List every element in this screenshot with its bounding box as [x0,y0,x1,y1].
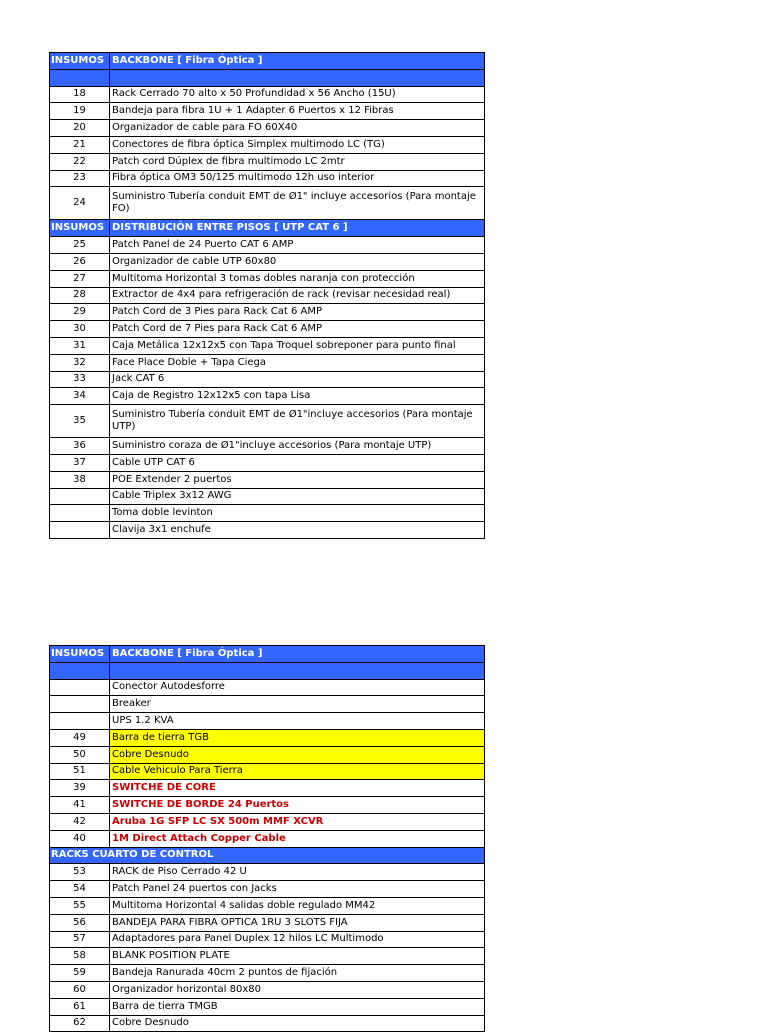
item-number-cell[interactable]: 36 [50,438,110,455]
item-description-cell[interactable]: Fibra óptica OM3 50/125 multimodo 12h uso interior [110,170,485,187]
table-row [50,405,485,438]
header-cell-backbone[interactable]: BACKBONE [ Fibra Óptica ] [110,646,485,663]
item-description-cell[interactable]: Conector Autodesforre [110,679,485,696]
item-description-cell[interactable]: Barra de tierra TGB [110,729,485,746]
item-description-cell[interactable]: Rack Cerrado 70 alto x 50 Profundidad x 56 Ancho (15U) [110,86,485,103]
item-number-cell[interactable] [50,679,110,696]
item-number-cell[interactable]: 21 [50,136,110,153]
item-number-cell[interactable]: 30 [50,321,110,338]
item-number-cell[interactable]: 19 [50,103,110,120]
table-row [50,897,485,914]
item-number-cell[interactable]: 42 [50,813,110,830]
item-number-cell[interactable]: 53 [50,864,110,881]
table-row [50,153,485,170]
table-row [50,120,485,137]
item-description-cell[interactable]: Face Place Doble + Tapa Ciega [110,354,485,371]
blank-cell[interactable] [110,69,485,86]
table-header-row [50,53,485,70]
header-cell-insumos[interactable]: INSUMOS [50,646,110,663]
table-row [50,454,485,471]
item-description-cell[interactable]: POE Extender 2 puertos [110,471,485,488]
header-cell-backbone[interactable]: BACKBONE [ Fibra Óptica ] [110,53,485,70]
item-description-cell[interactable]: Multitoma Horizontal 3 tomas dobles naranja con protección [110,270,485,287]
item-number-cell[interactable]: 50 [50,746,110,763]
item-description-cell[interactable]: Patch Panel de 24 Puerto CAT 6 AMP [110,237,485,254]
table-row [50,270,485,287]
item-description-cell[interactable]: Jack CAT 6 [110,371,485,388]
table-row [50,337,485,354]
table-header-blank-row [50,662,485,679]
item-number-cell[interactable]: 32 [50,354,110,371]
item-number-cell[interactable]: 29 [50,304,110,321]
item-number-cell[interactable]: 55 [50,897,110,914]
item-number-cell[interactable]: 24 [50,187,110,220]
table-row [50,136,485,153]
item-description-cell[interactable]: Patch Cord de 3 Pies para Rack Cat 6 AMP [110,304,485,321]
table-row [50,713,485,730]
item-description-cell[interactable]: Extractor de 4x4 para refrigeración de rack (revisar necesidad real) [110,287,485,304]
table-row [50,187,485,220]
item-number-cell[interactable]: 40 [50,830,110,847]
item-number-cell[interactable]: 35 [50,405,110,438]
item-description-cell[interactable]: Adaptadores para Panel Duplex 12 hilos LC Multimodo [110,931,485,948]
item-description-cell[interactable]: Suministro coraza de Ø1"incluye accesorios (Para montaje UTP) [110,438,485,455]
header-cell-insumos[interactable]: INSUMOS [50,53,110,70]
item-description-cell[interactable]: Caja de Registro 12x12x5 con tapa Lisa [110,388,485,405]
table-row [50,981,485,998]
item-description-cell[interactable]: Toma doble levinton [110,505,485,522]
table-row-emphasized [50,780,485,797]
item-description-cell[interactable]: Patch cord Dúplex de fibra multimodo LC 2mtr [110,153,485,170]
table-row [50,253,485,270]
blank-cell[interactable] [50,662,110,679]
item-description-cell[interactable]: Suministro Tubería conduit EMT de Ø1"incluye accesorios (Para montaje UTP) [110,405,485,438]
item-description-cell[interactable]: BLANK POSITION PLATE [110,948,485,965]
section-cell-distribucion[interactable]: DISTRIBUCIÓN ENTRE PISOS [ UTP CAT 6 ] [110,220,485,237]
item-description-cell[interactable]: Breaker [110,696,485,713]
item-description-cell[interactable]: SWITCHE DE BORDE 24 Puertos [110,797,485,814]
table-row [50,371,485,388]
table-row [50,438,485,455]
item-description-cell[interactable]: Suministro Tubería conduit EMT de Ø1" incluye accesorios (Para montaje FO) [110,187,485,220]
item-description-cell[interactable]: Cobre Desnudo [110,746,485,763]
table-header-blank-row [50,69,485,86]
table-row-emphasized [50,830,485,847]
item-description-cell[interactable]: Organizador de cable para FO 60X40 [110,120,485,137]
table-row [50,965,485,982]
item-description-cell[interactable]: Multitoma Horizontal 4 salidas doble regulado MM42 [110,897,485,914]
insumos-table-1 [49,52,485,539]
item-description-cell[interactable]: Caja Metálica 12x12x5 con Tapa Troquel sobreponer para punto final [110,337,485,354]
table-row [50,522,485,539]
table-row [50,931,485,948]
section-header-row [50,847,485,864]
table-row [50,696,485,713]
section-cell-racks[interactable]: RACKS CUARTO DE CONTROL [50,847,485,864]
item-number-cell[interactable]: 60 [50,981,110,998]
table-row [50,679,485,696]
item-description-cell[interactable]: Conectores de fibra óptica Simplex multimodo LC (TG) [110,136,485,153]
table-row [50,948,485,965]
table-row-highlighted [50,729,485,746]
item-number-cell[interactable]: 61 [50,998,110,1015]
table-row [50,321,485,338]
table-row [50,388,485,405]
item-number-cell[interactable]: 31 [50,337,110,354]
table-row-emphasized [50,797,485,814]
item-number-cell[interactable]: 25 [50,237,110,254]
item-number-cell[interactable]: 22 [50,153,110,170]
table-row [50,237,485,254]
item-number-cell[interactable] [50,505,110,522]
table-row [50,881,485,898]
item-number-cell[interactable]: 62 [50,1015,110,1032]
item-description-cell[interactable]: UPS 1.2 KVA [110,713,485,730]
item-number-cell[interactable]: 56 [50,914,110,931]
item-description-cell[interactable]: Cable Vehiculo Para Tierra [110,763,485,780]
item-description-cell[interactable]: 1M Direct Attach Copper Cable [110,830,485,847]
table-row [50,998,485,1015]
item-number-cell[interactable] [50,713,110,730]
table-row [50,304,485,321]
item-description-cell[interactable]: Patch Panel 24 puertos con Jacks [110,881,485,898]
table-row [50,1015,485,1032]
item-description-cell[interactable]: Organizador de cable UTP 60x80 [110,253,485,270]
item-number-cell[interactable]: 41 [50,797,110,814]
item-number-cell[interactable]: 28 [50,287,110,304]
blank-cell[interactable] [110,662,485,679]
table-row [50,170,485,187]
item-description-cell[interactable]: Barra de tierra TMGB [110,998,485,1015]
item-description-cell[interactable]: Bandeja Ranurada 40cm 2 puntos de fijación [110,965,485,982]
item-description-cell[interactable]: Bandeja para fibra 1U + 1 Adapter 6 Puertos x 12 Fibras [110,103,485,120]
item-number-cell[interactable]: 27 [50,270,110,287]
table-row [50,86,485,103]
item-number-cell[interactable] [50,696,110,713]
item-number-cell[interactable]: 39 [50,780,110,797]
item-number-cell[interactable]: 49 [50,729,110,746]
table-row [50,471,485,488]
table-row [50,103,485,120]
item-description-cell[interactable]: Aruba 1G SFP LC SX 500m MMF XCVR [110,813,485,830]
item-number-cell[interactable]: 23 [50,170,110,187]
table-row [50,488,485,505]
item-number-cell[interactable]: 26 [50,253,110,270]
item-description-cell[interactable]: Cable Triplex 3x12 AWG [110,488,485,505]
section-cell-insumos[interactable]: INSUMOS [50,220,110,237]
item-number-cell[interactable]: 38 [50,471,110,488]
item-number-cell[interactable]: 59 [50,965,110,982]
table-row-emphasized [50,813,485,830]
insumos-table-2 [49,645,485,1032]
item-description-cell[interactable]: RACK de Piso Cerrado 42 U [110,864,485,881]
table-row-highlighted [50,763,485,780]
item-number-cell[interactable]: 58 [50,948,110,965]
item-number-cell[interactable] [50,522,110,539]
table-row-highlighted [50,746,485,763]
item-description-cell[interactable]: Organizador horizontal 80x80 [110,981,485,998]
table-row [50,864,485,881]
item-description-cell[interactable]: Clavija 3x1 enchufe [110,522,485,539]
table-row [50,505,485,522]
item-number-cell[interactable]: 54 [50,881,110,898]
table-row [50,914,485,931]
item-number-cell[interactable]: 51 [50,763,110,780]
item-description-cell[interactable]: Cable UTP CAT 6 [110,454,485,471]
item-description-cell[interactable]: BANDEJA PARA FIBRA OPTICA 1RU 3 SLOTS FIJA [110,914,485,931]
item-number-cell[interactable]: 33 [50,371,110,388]
table-row [50,287,485,304]
section-header-row [50,220,485,237]
table-row [50,354,485,371]
item-number-cell[interactable] [50,488,110,505]
item-number-cell[interactable]: 57 [50,931,110,948]
table-header-row [50,646,485,663]
item-description-cell[interactable]: Cobre Desnudo [110,1015,485,1032]
item-number-cell[interactable]: 37 [50,454,110,471]
item-description-cell[interactable]: SWITCHE DE CORE [110,780,485,797]
item-number-cell[interactable]: 18 [50,86,110,103]
item-description-cell[interactable]: Patch Cord de 7 Pies para Rack Cat 6 AMP [110,321,485,338]
blank-cell[interactable] [50,69,110,86]
item-number-cell[interactable]: 34 [50,388,110,405]
item-number-cell[interactable]: 20 [50,120,110,137]
